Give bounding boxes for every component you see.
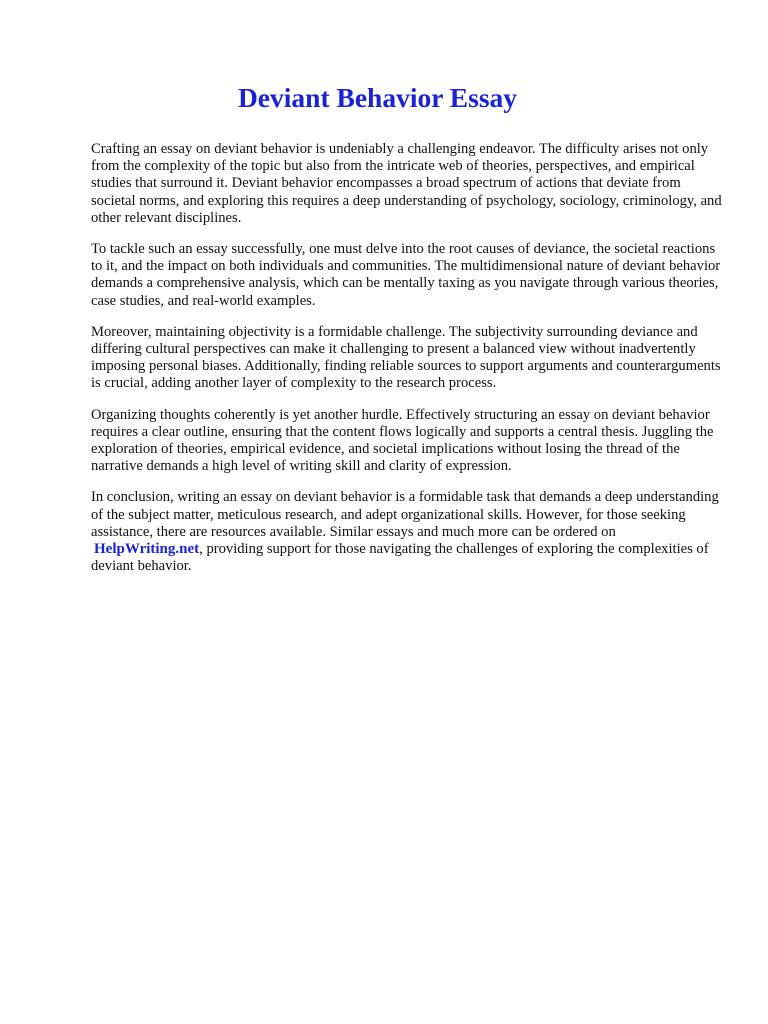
paragraph-root-causes: To tackle such an essay successfully, one must delve into the root causes of deviance, the societal reactions to it, and the impact on both individuals and communities. The multidimensional nature of deviant behavior demands a comprehensive analysis, which can be mentally taxing as you navigate through various theories, case studies, and real-world examples. [91,241,721,309]
paragraph-organizing: Organizing thoughts coherently is yet another hurdle. Effectively structuring an essay on deviant behavior requires a clear outline, ensuring that the content flows logically and supports a central thesis. Juggling the exploration of theories, empirical evidence, and societal implications without losing the thread of the narrative demands a high level of writing skill and clarity of expression. [91,406,714,475]
conclusion-text-after-link: , providing support for those navigating the challenges of exploring the complexities of deviant behavior. [91,541,709,575]
paragraph-conclusion [91,489,723,575]
conclusion-text-before-link: In conclusion, writing an essay on deviant behavior is a formidable task that demands a deep understanding of the subject matter, meticulous research, and adept organizational skills. However, for those seeking assistance, there are resources available. Similar essays and much more can be ordered on [91,489,719,540]
paragraph-objectivity: Moreover, maintaining objectivity is a formidable challenge. The subjectivity surrounding deviance and differing cultural perspectives can make it challenging to present a balanced view without inadvertently imposing personal biases. Additionally, finding reliable sources to support arguments and counterarguments is crucial, adding another layer of complexity to the research process. [91,323,721,392]
helpwriting-link[interactable]: HelpWriting.net [94,541,200,558]
paragraph-intro: Crafting an essay on deviant behavior is undeniably a challenging endeavor. The difficulty arises not only from the complexity of the topic but also from the intricate web of theories, perspectives, and empirical studies that surround it. Deviant behavior encompasses a broad spectrum of actions that deviate from societal norms, and exploring this requires a deep understanding of psychology, sociology, criminology, and other relevant disciplines. [91,141,722,226]
page-title: Deviant Behavior Essay [237,82,518,113]
